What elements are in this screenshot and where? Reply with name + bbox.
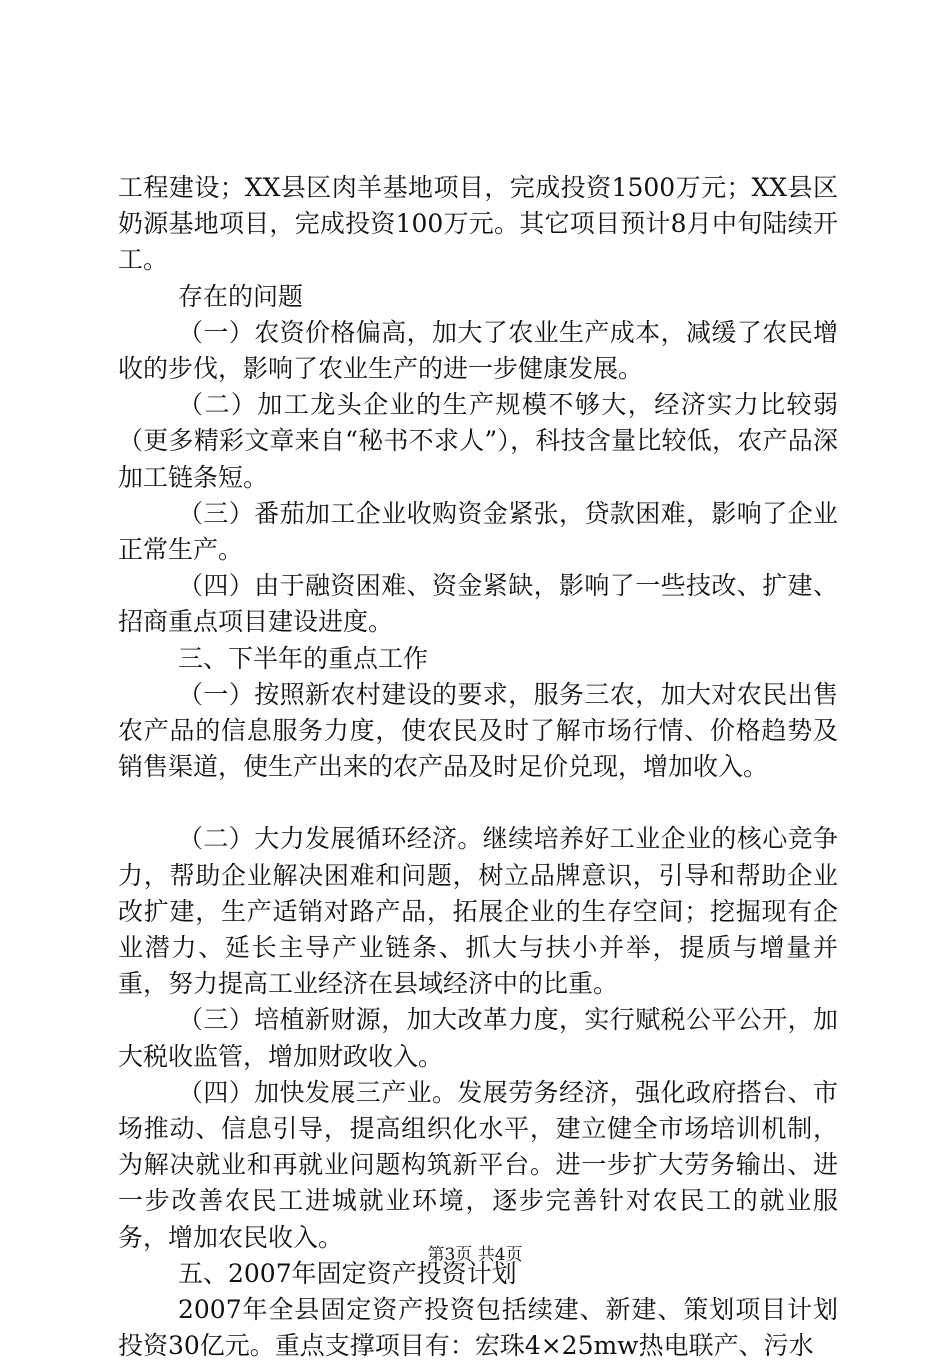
section-heading-investment-plan: 五、2007年固定资产投资计划 <box>178 1258 517 1288</box>
document-body <box>118 170 838 1365</box>
paragraph-work-2: （二）大力发展循环经济。继续培养好工业企业的核心竞争力，帮助企业解决困难和问题，树立品牌意识，引导和帮助企业改扩建，生产适销对路产品，拓展企业的生存空间；挖掘现有企业潜力、延长主导产业链条、抓大与扶小并举，提质与增量并重，努力提高工业经济在县域经济中的比重。 <box>118 824 838 999</box>
paragraph-investment: 2007年全县固定资产投资包括续建、新建、策划项目计划投资30亿元。重点支撑项目有：宏珠4×25mw热电联产、污水 <box>118 1295 838 1361</box>
paragraph-work-3: （三）培植新财源，加大改革力度，实行赋税公平公开，加大税收监管，增加财政收入。 <box>118 1005 838 1071</box>
page-footer: 第3页 共4页 <box>427 1245 523 1265</box>
paragraph-problem-2: （二）加工龙头企业的生产规模不够大，经济实力比较弱（更多精彩文章来自“秘书不求人”），科技含量比较低，农产品深加工链条短。 <box>118 390 838 492</box>
paragraph-work-4: （四）加快发展三产业。发展劳务经济，强化政府搭台、市场推动、信息引导，提高组织化水平，建立健全市场培训机制，为解决就业和再就业问题构筑新平台。进一步扩大劳务输出、进一步改善农民工进城就业环境，逐步完善针对农民工的就业服务，增加农民收入。 <box>118 1077 838 1252</box>
paragraph-work-1: （一）按照新农村建设的要求，服务三农，加大对农民出售农产品的信息服务力度，使农民及时了解市场行情、价格趋势及销售渠道，使生产出来的农产品及时足价兑现，增加收入。 <box>118 679 838 782</box>
blank-line <box>118 785 838 821</box>
section-heading-problems: 存在的问题 <box>178 281 304 311</box>
paragraph-1: 工程建设；XX县区肉羊基地项目，完成投资1500万元；XX县区奶源基地项目，完成投资100万元。其它项目预计8月中旬陆续开工。 <box>118 173 838 275</box>
paragraph-problem-1: （一）农资价格偏高，加大了农业生产成本，减缓了农民增收的步伐，影响了农业生产的进一步健康发展。 <box>118 317 838 384</box>
section-heading-key-work: 三、下半年的重点工作 <box>178 643 429 673</box>
paragraph-problem-4: （四）由于融资困难、资金紧缺，影响了一些技改、扩建、招商重点项目建设进度。 <box>118 571 838 637</box>
paragraph-problem-3: （三）番茄加工企业收购资金紧张，贷款困难，影响了企业正常生产。 <box>118 498 838 565</box>
